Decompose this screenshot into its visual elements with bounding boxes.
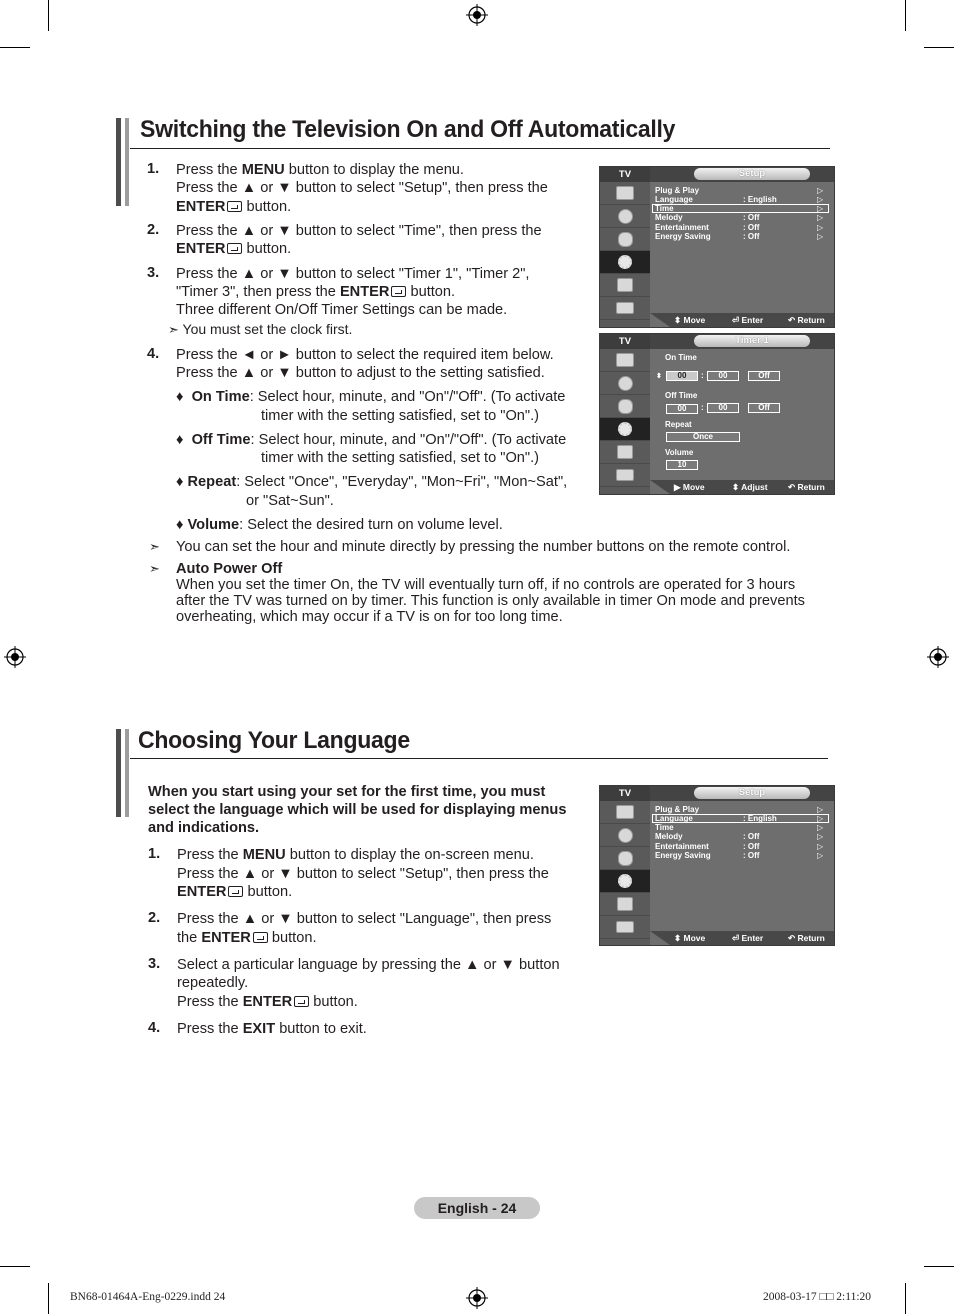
input-menu-icon — [600, 441, 650, 464]
footer-move: ▶ Move — [674, 482, 705, 492]
submenu-arrow-icon: ▷ — [817, 814, 824, 823]
menu-value: : Off — [743, 832, 760, 841]
footer-enter: ⏎ Enter — [732, 315, 764, 325]
setup-menu-icon — [600, 870, 650, 893]
menu-row: Plug & Play — [655, 805, 700, 814]
menu-value: : Off — [743, 223, 760, 232]
step-line: Press the ENTER button. — [177, 994, 358, 1010]
note-line — [149, 560, 160, 579]
step-line: Press the MENU button to display the on-screen menu. — [177, 847, 534, 863]
submenu-arrow-icon: ▷ — [817, 842, 824, 851]
submenu-arrow-icon: ▷ — [817, 805, 824, 814]
slug-left: BN68-01464A-Eng-0229.indd 24 — [70, 1291, 226, 1303]
sound-menu-icon — [600, 205, 650, 228]
auto-power-line: after the TV was turned on by timer. This function is only available in timer On mode and prevents — [176, 593, 805, 609]
registration-mark-icon — [4, 646, 26, 668]
step-number: 4. — [147, 346, 160, 362]
key-label: EXIT — [242, 1021, 276, 1037]
step-line: Press the ▲ or ▼ button to adjust to the setting satisfied. — [176, 365, 545, 381]
tv-screen-setup-language — [599, 785, 835, 946]
step-number: 3. — [148, 956, 161, 972]
enter-key-icon — [391, 286, 406, 297]
note-arrow-icon: ➣ — [149, 561, 160, 576]
menu-row: Language — [655, 195, 693, 204]
note-text: You can set the hour and minute directly by pressing the number buttons on the remote control. — [176, 539, 791, 555]
submenu-arrow-icon: ▷ — [817, 232, 824, 241]
key-label: MENU — [241, 162, 285, 178]
step-line: Three different On/Off Timer Settings can be made. — [176, 302, 508, 318]
step-line: the ENTER button. — [177, 930, 317, 946]
section-bar — [116, 729, 121, 817]
tv-screen-setup — [599, 166, 835, 328]
menu-row: Time — [655, 204, 674, 213]
intro-line: and indications. — [148, 820, 260, 836]
crop-mark — [924, 47, 954, 48]
menu-value: : English — [743, 195, 777, 204]
application-menu-icon — [600, 297, 650, 320]
on-state-box: Off — [748, 371, 780, 381]
bullet-on-time: ♦ On Time: Select hour, minute, and "On"/"Off". (To activate — [176, 389, 566, 405]
tv-label: TV — [600, 334, 650, 349]
off-state-box: Off — [748, 403, 780, 413]
key-label: ENTER — [339, 284, 390, 300]
application-menu-icon — [600, 464, 650, 487]
crop-mark — [0, 47, 30, 48]
crop-mark — [905, 1283, 906, 1314]
tv-label: TV — [600, 167, 650, 182]
note-line: ➣ You must set the clock first. — [168, 320, 352, 340]
key-label: ENTER — [176, 199, 226, 215]
off-minute-box: 00 — [707, 403, 739, 413]
step-line: Press the MENU button to display the menu. — [176, 162, 464, 178]
section-rule — [130, 758, 828, 759]
key-label: ENTER — [176, 241, 226, 257]
auto-power-title: Auto Power Off — [176, 561, 283, 577]
footer-return: ↶ Return — [788, 315, 825, 325]
menu-value: : English — [743, 814, 777, 823]
submenu-arrow-icon: ▷ — [817, 186, 824, 195]
sound-menu-icon — [600, 824, 650, 847]
picture-menu-icon — [600, 801, 650, 824]
step-line: Press the ▲ or ▼ button to select "Language", then press — [177, 911, 552, 927]
setup-menu-icon — [600, 251, 650, 274]
tv-label: TV — [600, 786, 650, 801]
menu-header: Setup — [694, 168, 810, 180]
tv-screen-timer — [599, 333, 835, 495]
step-line: Select a particular language by pressing the ▲ or ▼ button — [177, 957, 560, 973]
enter-key-icon — [294, 996, 309, 1007]
menu-header: Setup — [694, 787, 810, 799]
step-line: Press the ▲ or ▼ button to select "Setup", then press the — [177, 866, 549, 882]
bullet-line: timer with the setting satisfied, set to "On".) — [261, 408, 540, 424]
note-arrow-icon: ➣ — [168, 322, 179, 337]
footer-return: ↶ Return — [788, 933, 825, 943]
footer-enter: ⏎ Enter — [732, 933, 764, 943]
menu-row: Entertainment — [655, 223, 709, 232]
registration-mark-icon — [466, 1287, 488, 1309]
key-label: ENTER — [201, 930, 251, 946]
input-menu-icon — [600, 274, 650, 297]
section-rule — [130, 148, 830, 149]
picture-menu-icon — [600, 182, 650, 205]
key-label: ENTER — [177, 884, 227, 900]
menu-row: Language — [655, 814, 693, 823]
auto-power-line: When you set the timer On, the TV will eventually turn off, if no controls are operated for 3 hours — [176, 577, 796, 593]
application-menu-icon — [600, 916, 650, 939]
footer-move: ⬍ Move — [674, 315, 706, 325]
key-label: MENU — [242, 847, 286, 863]
step-number: 1. — [147, 161, 160, 177]
menu-row: Plug & Play — [655, 186, 700, 195]
menu-row: Entertainment — [655, 842, 709, 851]
adjust-arrows-icon: ⬍ — [656, 373, 662, 380]
step-line: Press the ▲ or ▼ button to select "Time", then press the — [176, 223, 542, 239]
menu-row: Energy Saving — [655, 851, 711, 860]
note-line — [149, 538, 160, 557]
bullet-off-time: ♦ Off Time: Select hour, minute, and "On"/"Off". (To activate — [176, 432, 567, 448]
menu-value: : Off — [743, 232, 760, 241]
step-line: Press the ◄ or ► button to select the required item below. — [176, 347, 554, 363]
bullet-line: timer with the setting satisfied, set to "On".) — [261, 450, 540, 466]
picture-menu-icon — [600, 349, 650, 372]
step-line: ENTER button. — [177, 884, 293, 900]
crop-mark — [0, 1266, 30, 1267]
registration-mark-icon — [927, 646, 949, 668]
submenu-arrow-icon: ▷ — [817, 851, 824, 860]
channel-menu-icon — [600, 395, 650, 418]
note-arrow-icon: ➣ — [149, 539, 160, 554]
enter-key-icon — [227, 243, 242, 254]
channel-menu-icon — [600, 847, 650, 870]
page-number: English - 24 — [414, 1197, 540, 1219]
on-hour-box: 00 — [666, 371, 698, 381]
step-number: 1. — [148, 846, 161, 862]
slug-right: 2008-03-17 □□ 2:11:20 — [763, 1291, 872, 1303]
on-time-label: On Time — [665, 353, 697, 362]
menu-value: : Off — [743, 842, 760, 851]
sound-menu-icon — [600, 372, 650, 395]
section-bar — [125, 118, 129, 206]
step-number: 3. — [147, 265, 160, 281]
enter-key-icon — [253, 932, 268, 943]
step-line: Press the ▲ or ▼ button to select "Setup", then press the — [176, 180, 548, 196]
repeat-box: Once — [666, 432, 740, 442]
key-label: ENTER — [242, 994, 293, 1010]
auto-power-line: overheating, which may occur if a TV is on for too long time. — [176, 609, 563, 625]
section-title: Choosing Your Language — [138, 727, 410, 754]
section-title: Switching the Television On and Off Automatically — [140, 116, 676, 143]
bullet-repeat: ♦ Repeat: Select "Once", "Everyday", "Mon~Fri", "Mon~Sat", — [176, 474, 568, 490]
off-time-label: Off Time — [665, 391, 698, 400]
section-bar — [116, 118, 121, 206]
step-number: 4. — [148, 1020, 161, 1036]
setup-menu-icon — [600, 418, 650, 441]
crop-mark — [924, 1266, 954, 1267]
menu-row: Time — [655, 823, 674, 832]
bullet-volume: ♦ Volume: Select the desired turn on volume level. — [176, 517, 503, 533]
input-menu-icon — [600, 893, 650, 916]
step-line: repeatedly. — [177, 975, 249, 991]
repeat-label: Repeat — [665, 420, 692, 429]
section-bar — [125, 729, 129, 817]
bullet-line: or "Sat~Sun". — [246, 493, 334, 509]
time-separator: : — [701, 403, 704, 412]
submenu-arrow-icon: ▷ — [817, 213, 824, 222]
menu-value: : Off — [743, 851, 760, 860]
menu-selection-highlight — [652, 204, 829, 213]
submenu-arrow-icon: ▷ — [817, 204, 824, 213]
step-line: Press the ▲ or ▼ button to select "Timer 1", "Timer 2", — [176, 266, 530, 282]
off-hour-box: 00 — [666, 404, 698, 414]
crop-mark — [48, 1283, 49, 1314]
volume-box: 10 — [666, 460, 698, 470]
channel-menu-icon — [600, 228, 650, 251]
menu-row: Melody — [655, 832, 683, 841]
step-number: 2. — [148, 910, 161, 926]
submenu-arrow-icon: ▷ — [817, 832, 824, 841]
step-line: ENTER button. — [176, 241, 292, 257]
enter-key-icon — [227, 201, 242, 212]
footer-return: ↶ Return — [788, 482, 825, 492]
submenu-arrow-icon: ▷ — [817, 195, 824, 204]
menu-row: Melody — [655, 213, 683, 222]
menu-row: Energy Saving — [655, 232, 711, 241]
footer-move: ⬍ Move — [674, 933, 706, 943]
menu-value: : Off — [743, 213, 760, 222]
registration-mark-icon — [466, 4, 488, 26]
footer-adjust: ⬍ Adjust — [732, 482, 768, 492]
step-line: ENTER button. — [176, 199, 292, 215]
intro-line: select the language which will be used for displaying menus — [148, 802, 567, 818]
step-line: "Timer 3", then press the ENTER button. — [176, 284, 456, 300]
enter-key-icon — [228, 886, 243, 897]
step-line: Press the EXIT button to exit. — [177, 1021, 367, 1037]
crop-mark — [48, 0, 49, 31]
submenu-arrow-icon: ▷ — [817, 223, 824, 232]
time-separator: : — [701, 371, 704, 380]
on-minute-box: 00 — [707, 371, 739, 381]
volume-label: Volume — [665, 448, 694, 457]
intro-line: When you start using your set for the first time, you must — [148, 784, 546, 800]
crop-mark — [905, 0, 906, 31]
step-number: 2. — [147, 222, 160, 238]
submenu-arrow-icon: ▷ — [817, 823, 824, 832]
menu-header: Timer 1 — [694, 335, 810, 347]
